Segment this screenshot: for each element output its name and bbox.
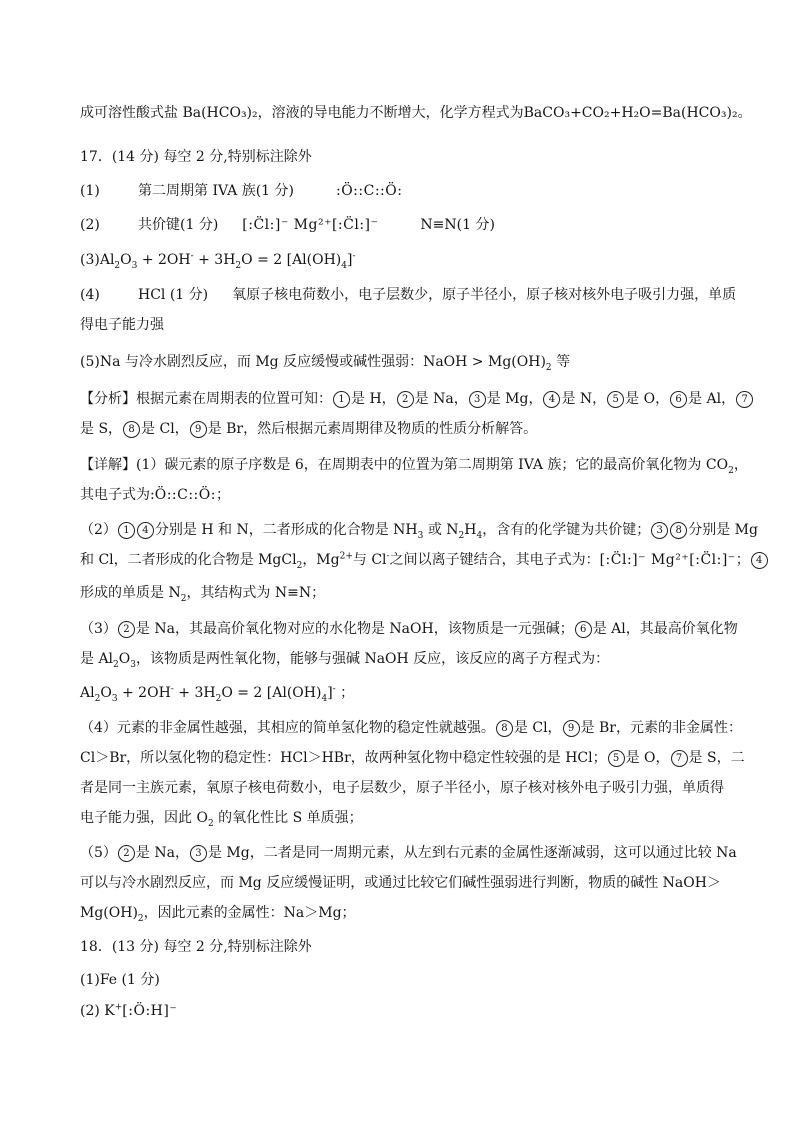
section-heading-18: 18．(13 分) 每空 2 分,特别标注除外 [80,939,312,955]
electron-formula: [:C̈l:]⁻ Mg²⁺[:C̈l:]⁻ [242,217,379,233]
circled-number: 6 [670,391,687,408]
detail-line: Cl＞Br，所以氢化物的稳定性：HCl＞HBr，故两种氢化物中稳定性较强的是 HCl； 5 是 O， 7 是 S，二 [80,750,745,766]
answer-line: (5)Na 与冷水剧烈反应，而 Mg 反应缓慢或碱性强弱：NaOH > $Mg(OH)_2$ 等 [80,354,571,373]
detail-line: 【详解】(1）碳元素的原子序数是 6，在周期表中的位置为第二周期第 IVA 族；它的最高价氧化物为 $CO_2$， [80,457,748,476]
circled-number: 5 [608,750,625,767]
circled-number: 2 [118,621,135,638]
answer-line: (4) HCl (1 分) 氧原子核电荷数小，电子层数少，原子半径小，原子核对核外电子吸引力强，单质 [80,287,737,303]
circled-number: 3 [469,391,486,408]
circled-number: 7 [736,391,753,408]
circled-number: 3 [190,845,207,862]
circled-number: 1 [118,522,135,539]
detail-line: 是 $Al_2O_3$，该物质是两性氧化物，能够与强碱 NaOH 反应，该反应的离子方程式为： [80,651,610,670]
electron-formula: [:Ö:H]⁻ [122,1003,178,1019]
detail-line: 形成的单质是 $N_2$，其结构式为 N≡N； [80,585,326,604]
analysis-line: 是 S， 8 是 Cl， 9 是 Br，然后根据元素周期律及物质的性质分析解答。 [80,421,538,437]
circled-number: 4 [543,391,560,408]
circled-number: 3 [651,522,668,539]
detail-line: 可以与冷水剧烈反应，而 Mg 反应缓慢证明，或通过比较它们碱性强弱进行判断，物质的碱性 NaOH＞ [80,875,721,891]
circled-number: 2 [118,845,135,862]
electron-formula: :Ö::C::Ö: [335,183,403,199]
circled-number: 8 [123,421,140,438]
circled-number: 4 [137,522,154,539]
detail-line: （3） 2 是 Na，其最高价氧化物对应的水化物是 NaOH，该物质是一元强碱； 6 是 Al，其最高价氧化物 [80,621,738,637]
detail-line: （2） 1 4 分别是 H 和 N，二者形成的化合物是 $NH_3$ 或 $N_2H_4$，含有的化学键为共价键； 3 8 分别是 Mg [80,522,758,541]
circled-number: 9 [190,421,207,438]
circled-number: 5 [607,391,624,408]
detail-line: 和 Cl，二者形成的化合物是 MgCl$_2$，$Mg^{2+}$与 Cl-之间以离子键结合，其电子式为：[:C̈l:]⁻ Mg²⁺[:C̈l:]⁻； 4 [80,550,740,570]
answer-line: (2) 共价键(1 分) [:C̈l:]⁻ Mg²⁺[:C̈l:]⁻ N≡N(1 分) [80,217,495,233]
answer-line: $(3)Al_2O_3 + 2OH^- + 3H_2O = 2$ $[Al(OH)_4]^-$ [80,251,356,271]
circled-number: 1 [333,391,350,408]
circled-number: 4 [751,552,768,569]
text-line: 成可溶性酸式盐 Ba(HCO₃)₂，溶液的导电能力不断增大，化学方程式为BaCO₃+CO₂+H₂O=Ba(HCO₃)₂。 [80,105,752,121]
detail-line: 其电子式为:Ö::C::Ö:； [80,487,230,503]
circled-number: 8 [496,720,513,737]
answer-line: (2) K+[:Ö:H]⁻ [80,1002,178,1019]
analysis-line: 【分析】根据元素在周期表的位置可知： 1 是 H， 2 是 Na， 3 是 Mg， 4 是 N， 5 是 O， 6 是 Al， 7 [80,389,740,409]
electron-formula: [:C̈l:]⁻ Mg²⁺[:C̈l:]⁻ [599,552,736,568]
detail-line: （5） 2 是 Na， 3 是 Mg，二者是同一周期元素，从左到右元素的金属性逐渐减弱，这可以通过比较 Na [80,845,737,861]
chemical-equation: BaCO₃+CO₂+H₂O=Ba(HCO₃)₂ [523,105,738,121]
text-line: 得电子能力强 [80,317,164,333]
detail-line: 电子能力强，因此 $O_2$ 的氧化性比 S 单质强； [80,810,363,829]
answer-line: (1)Fe (1 分) [80,972,160,988]
detail-line: 者是同一主族元素，氧原子核电荷数小，电子层数少，原子半径小，原子核对核外电子吸引力强，单质得 [80,780,724,796]
circled-number: 9 [563,720,580,737]
ionic-equation: $Al_2O_3 + 2OH^- + 3H_2O = 2$ $[Al(OH)_4]^-$ ； [80,684,355,704]
section-heading-17: 17．(14 分) 每空 2 分,特别标注除外 [80,149,312,165]
detail-line: $Mg(OH)_2$，因此元素的金属性：Na＞Mg； [80,905,356,924]
detail-line: （4）元素的非金属性越强，其相应的简单氢化物的稳定性就越强。 8 是 Cl， 9 是 Br，元素的非金属性： [80,720,742,736]
circled-number: 7 [671,750,688,767]
electron-formula: Ö::C::Ö: [154,487,216,503]
answer-line: (1) 第二周期第 IVA 族(1 分) :Ö::C::Ö: [80,183,403,199]
circled-number: 2 [397,391,414,408]
circled-number: 8 [670,522,687,539]
circled-number: 6 [575,621,592,638]
